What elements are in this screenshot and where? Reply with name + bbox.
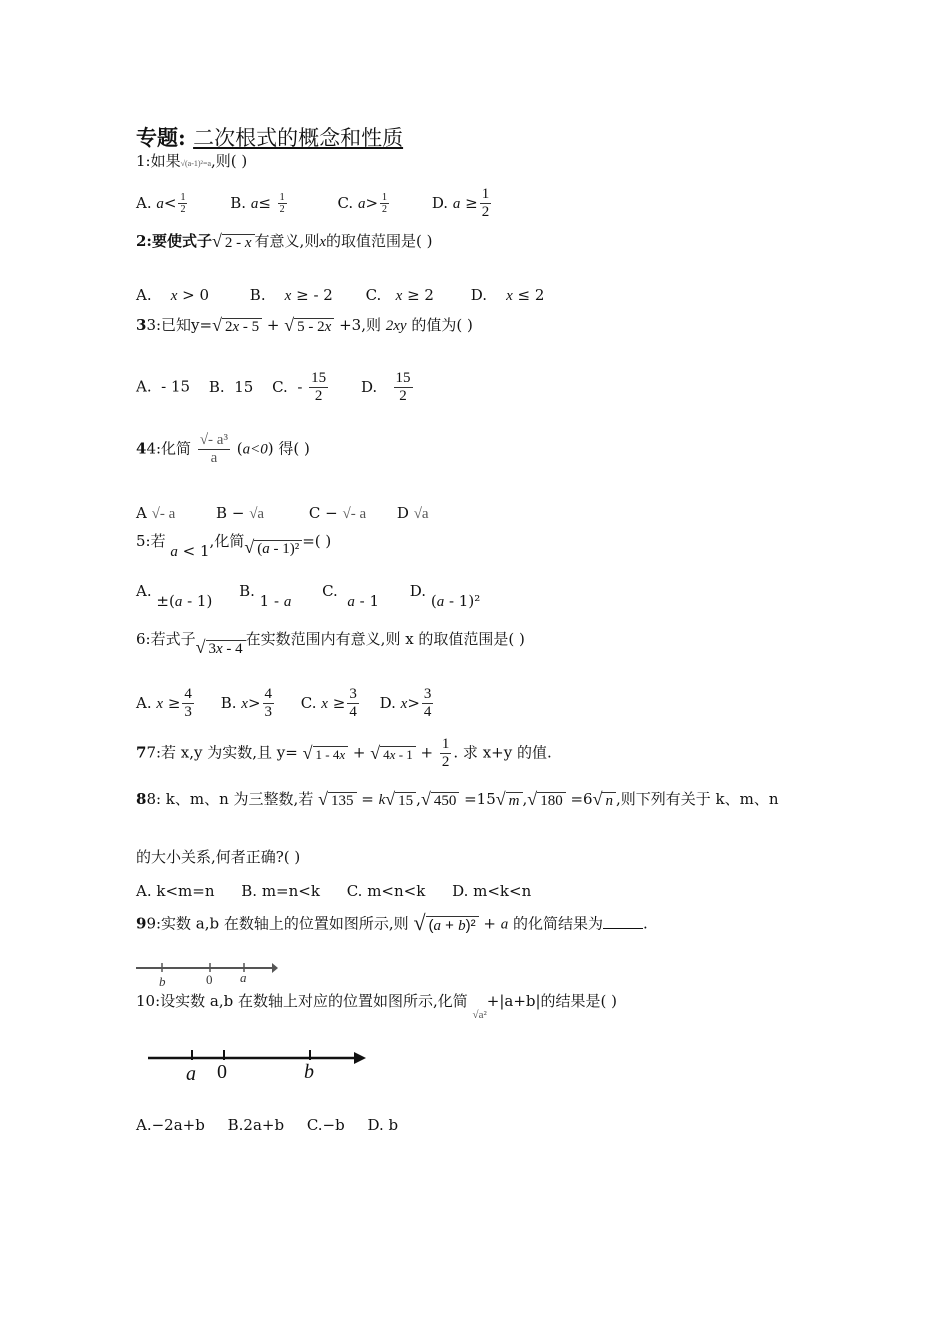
q1-option-a: A. a< $\frac{1}{2}$ (136, 192, 186, 215)
question-2: 2:要使式子√ 2 - x 有意义,则x的取值范围是( ) (136, 231, 433, 251)
q10-number-line (144, 1044, 370, 1084)
q10-label-a: a (186, 1063, 196, 1084)
answer-blank[interactable] (603, 928, 643, 929)
q1-option-d: D. a ≥ $\frac{1}{2}$ (431, 186, 490, 220)
q6-option-c: C. x ≥ $\frac{3}{4}$ (300, 686, 357, 720)
q3-option-a: A. - 15 (136, 377, 191, 396)
q9-number-line (134, 958, 280, 988)
q8-option-b: B. m=n<k (241, 882, 320, 900)
q9-label-b: b (159, 974, 166, 988)
q10-label-b: b (304, 1061, 314, 1083)
question-8-line2: 的大小关系,何者正确?( ) (136, 848, 301, 866)
q3-options (136, 370, 415, 405)
q10-options (136, 1114, 398, 1136)
q9-label-a: a (240, 970, 247, 985)
q2-option-c: C. x ≥ 2 (365, 286, 434, 304)
q8-option-a: A. k<m=n (136, 882, 215, 900)
q1-option-b: B. a≤ $\frac{1}{2}$ (230, 192, 285, 215)
q5-option-a: A. ±(a - 1) (136, 582, 213, 610)
q9-label-0: 0 (206, 972, 213, 987)
question-10: 10:设实数 a,b 在数轴上对应的位置如图所示,化简 $_{√a^2}$+|a+b|的结果是( ) (136, 992, 618, 1021)
q8-options (136, 880, 531, 902)
page-title (136, 122, 403, 152)
q6-option-d: D. x> $\frac{3}{4}$ (379, 686, 432, 720)
q6-options (136, 686, 435, 721)
q4-option-b: B − √a (216, 504, 265, 522)
q2-option-b: B. x ≥ - 2 (249, 286, 333, 304)
q8-option-d: D. m<k<n (452, 882, 532, 900)
q4-options (136, 502, 429, 525)
question-9: 99:实数 a,b 在数轴上的位置如图所示,则 √ (a + b)² + a 的化简结果为 . (136, 910, 648, 935)
title-prefix: 专题: (136, 125, 186, 150)
q10-label-0: 0 (217, 1061, 227, 1083)
title-topic: 二次根式的概念和性质 (193, 126, 404, 150)
q2-option-a: A. x > 0 (136, 286, 210, 304)
q10-option-b: B.2a+b (227, 1116, 285, 1134)
q5-option-d: D. (a - 1)² (409, 582, 481, 610)
q8-option-c: C. m<n<k (346, 882, 426, 900)
q2-option-d: D. x ≤ 2 (470, 286, 545, 304)
question-7: 77:若 x,y 为实数,且 y= √ 1 - 4x + √ 4x - 1 + $\frac{1}{2}$ . 求 x+y 的值. (136, 736, 552, 770)
q5-option-c: C. a - 1 (322, 582, 380, 610)
q4-option-c: C − √- a (308, 504, 367, 522)
question-3: 33:已知y=√ 2x - 5 + √ 5 - 2x +3,则 2xy 的值为( ) (136, 315, 473, 335)
q5-option-b: B. 1 - a (239, 582, 292, 610)
question-5: 5:若 a < 1,化简√ (a - 1)² =( ) (136, 532, 332, 560)
q6-option-b: B. x> $\frac{4}{3}$ (220, 686, 273, 720)
question-4: 44:化简 $\frac{\text{√- a³}}{a}$ (a<0) 得( ) (136, 432, 310, 466)
question-6: 6:若式子√ 3x - 4在实数范围内有意义,则 x 的取值范围是( ) (136, 630, 525, 657)
q1-options (136, 186, 493, 221)
question-8: 88: k、m、n 为三整数,若 √ 135 = k√ 15 ,√ 450 =15√ m ,√ 180 =6√ n ,则下列有关于 k、m、n (136, 789, 779, 809)
q10-option-c: C.−b (306, 1116, 345, 1134)
q4-option-a: A √- a (136, 504, 176, 522)
q10-option-a: A.−2a+b (136, 1116, 205, 1134)
q4-option-d: D √a (396, 504, 429, 522)
q3-option-d: D. $\frac{15}{2}$ (360, 370, 411, 404)
q1-option-c: C. a> $\frac{1}{2}$ (337, 192, 388, 215)
q5-options (136, 580, 481, 610)
q3-option-b: B. 15 (208, 377, 254, 396)
q3-option-c: C. - $\frac{15}{2}$ (272, 370, 327, 404)
q6-option-a: A. x ≥ $\frac{4}{3}$ (136, 686, 192, 720)
question-1: 1:如果√(a-1)²=a,则( ) (136, 152, 248, 170)
q10-option-d: D. b (367, 1116, 399, 1134)
q2-options (136, 284, 544, 307)
